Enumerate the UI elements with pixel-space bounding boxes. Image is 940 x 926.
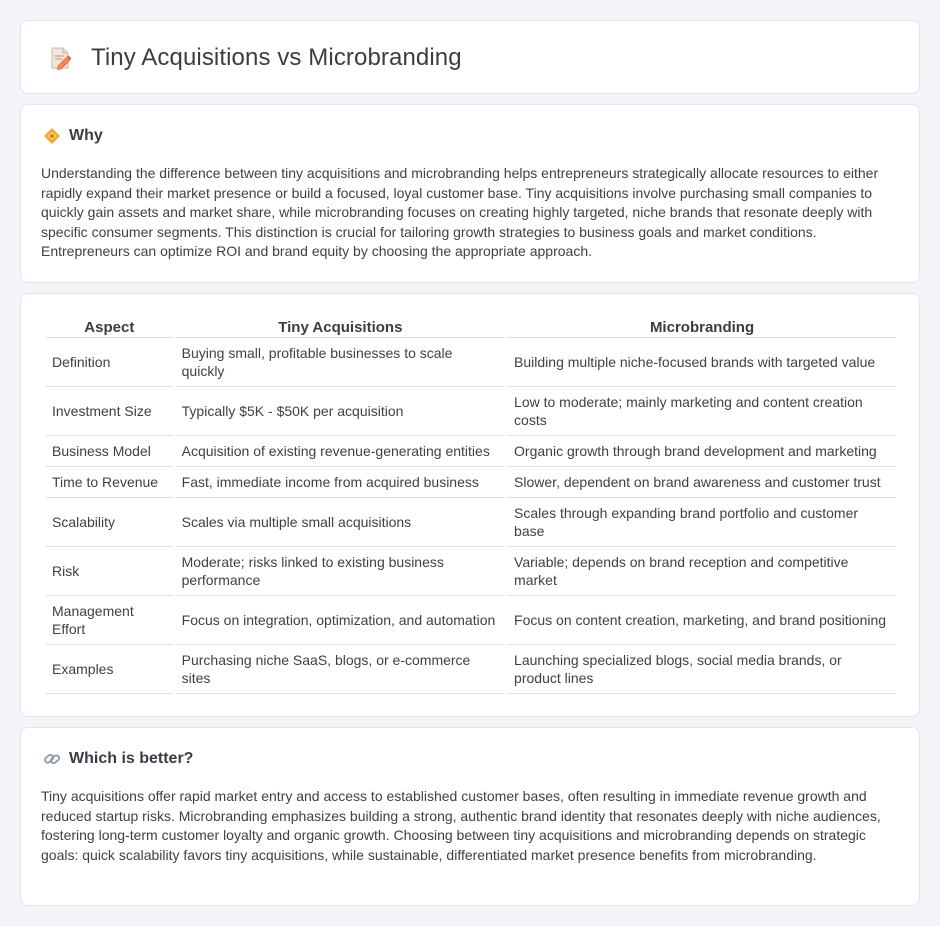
row-aspect: Definition [46, 338, 173, 387]
row-tiny-acquisitions: Moderate; risks linked to existing business performance [176, 547, 505, 596]
row-aspect: Examples [46, 645, 173, 694]
table-row [46, 436, 896, 467]
row-microbranding: Low to moderate; mainly marketing and content creation costs [508, 387, 896, 436]
table-row [46, 498, 896, 547]
row-tiny-acquisitions: Fast, immediate income from acquired business [176, 467, 505, 498]
comparison-table [43, 316, 899, 694]
row-aspect: Time to Revenue [46, 467, 173, 498]
diamond-icon [43, 127, 61, 145]
header-tiny-acquisitions: Tiny Acquisitions [176, 316, 505, 338]
header-card [20, 20, 920, 94]
row-tiny-acquisitions: Typically $5K - $50K per acquisition [176, 387, 505, 436]
row-aspect: Investment Size [46, 387, 173, 436]
comparison-card [20, 293, 920, 717]
row-microbranding: Organic growth through brand development and marketing [508, 436, 896, 467]
row-tiny-acquisitions: Acquisition of existing revenue-generating entities [176, 436, 505, 467]
row-microbranding: Building multiple niche-focused brands with targeted value [508, 338, 896, 387]
row-aspect: Scalability [46, 498, 173, 547]
link-icon [43, 750, 61, 768]
table-row [46, 547, 896, 596]
row-aspect: Risk [46, 547, 173, 596]
row-tiny-acquisitions: Scales via multiple small acquisitions [176, 498, 505, 547]
which-is-better-title: Which is better? [69, 750, 194, 767]
why-text: Understanding the difference between tiny acquisitions and microbranding helps entrepreneurs strategically allocate resources to either rapidly expand their market presence or build a focused, loyal customer base. Tiny acquisitions involve purchasing small companies to quickly gain assets and market share, while microbranding focuses on creating highly targeted, niche brands that resonate deeply with specific consumer segments. This distinction is crucial for tailoring growth strategies to business goals and market conditions. Entrepreneurs can optimize ROI and brand equity by choosing the appropriate approach. [41, 165, 879, 260]
table-row [46, 467, 896, 498]
why-title: Why [69, 127, 103, 144]
table-row [46, 645, 896, 694]
row-tiny-acquisitions: Focus on integration, optimization, and automation [176, 596, 505, 645]
header-microbranding: Microbranding [508, 316, 896, 338]
document-pencil-icon [47, 45, 73, 71]
table-row [46, 596, 896, 645]
row-microbranding: Variable; depends on brand reception and competitive market [508, 547, 896, 596]
which-is-better-card [20, 727, 920, 906]
header-aspect: Aspect [46, 316, 173, 338]
which-is-better-text: Tiny acquisitions offer rapid market entry and access to established customer bases, often resulting in immediate revenue growth and reduced startup risks. Microbranding emphasizes building a strong, authentic brand identity that resonates deeply with niche audiences, fostering long-term customer loyalty and organic growth. Choosing between tiny acquisitions and microbranding depends on strategic goals: quick scalability favors tiny acquisitions, while sustainable, differentiated market presence benefits from microbranding. [41, 788, 881, 863]
row-tiny-acquisitions: Buying small, profitable businesses to scale quickly [176, 338, 505, 387]
row-aspect: Business Model [46, 436, 173, 467]
row-aspect: Management Effort [46, 596, 173, 645]
row-tiny-acquisitions: Purchasing niche SaaS, blogs, or e-commerce sites [176, 645, 505, 694]
row-microbranding: Scales through expanding brand portfolio and customer base [508, 498, 896, 547]
page-title: Tiny Acquisitions vs Microbranding [91, 44, 462, 71]
why-card [20, 104, 920, 283]
table-header-row [46, 316, 896, 338]
row-microbranding: Slower, dependent on brand awareness and customer trust [508, 467, 896, 498]
table-row [46, 387, 896, 436]
row-microbranding: Focus on content creation, marketing, and brand positioning [508, 596, 896, 645]
row-microbranding: Launching specialized blogs, social media brands, or product lines [508, 645, 896, 694]
table-row [46, 338, 896, 387]
